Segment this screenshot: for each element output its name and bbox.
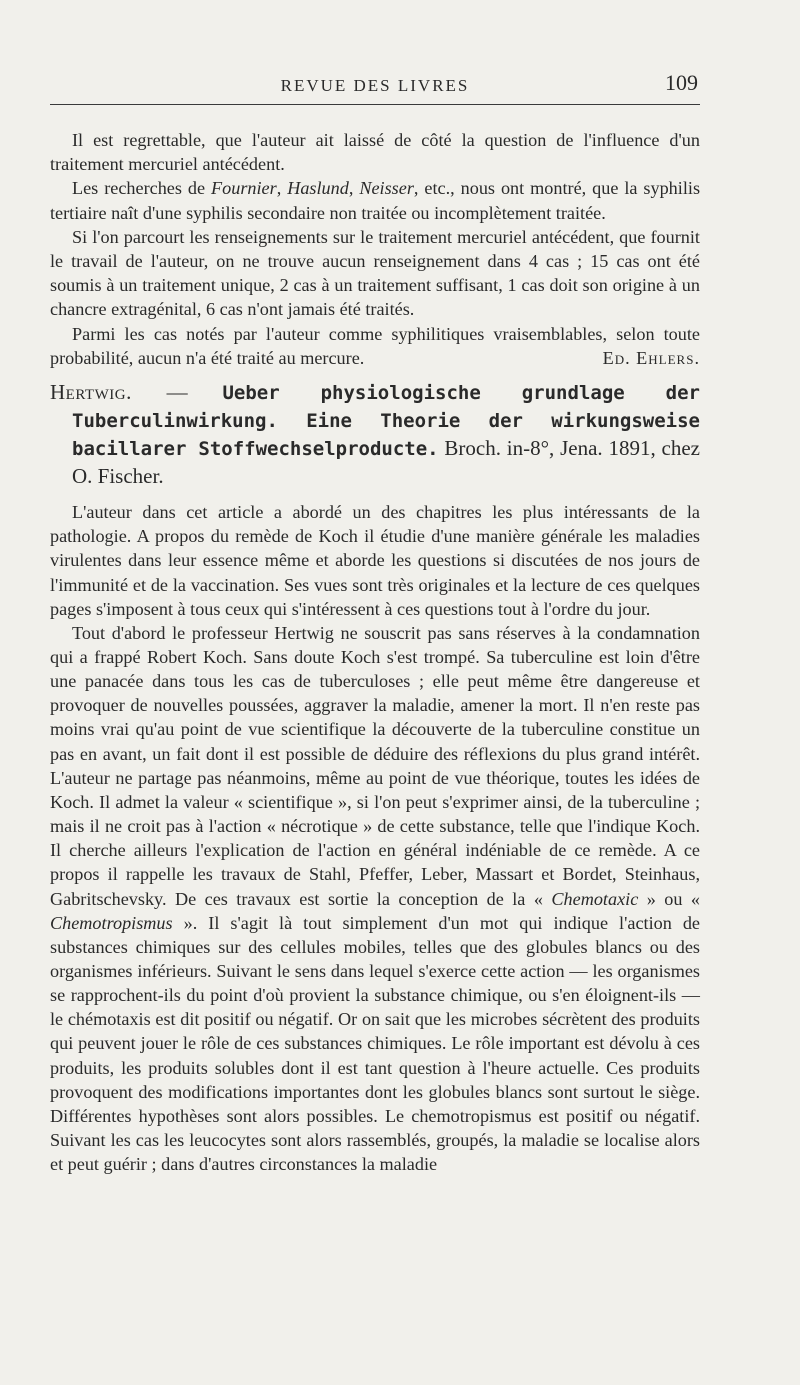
text-run: » ou « xyxy=(638,888,701,909)
review1-paragraph-1: Il est regrettable, que l'auteur ait laissé de côté la question de l'influence d'un traitement mercuriel antécédent. xyxy=(50,130,700,175)
page-header xyxy=(50,70,700,105)
author-name-fournier: Fournier xyxy=(211,178,277,199)
review1-paragraph-4 xyxy=(50,322,700,370)
review1-paragraph-2 xyxy=(50,176,700,224)
page-body xyxy=(50,128,700,1176)
term-chemotropismus: Chemotropismus xyxy=(50,912,173,933)
text-run: , etc., nous ont montré, que la syphilis tertiaire naît d'une syphilis secondaire non traitée ou incomplètement traitée. xyxy=(50,178,701,223)
review2-heading xyxy=(50,379,700,490)
text-run: Parmi les cas notés par l'auteur comme syphilitiques vraisemblables, selon toute probabilité, aucun n'a été traité au mercure. xyxy=(50,323,700,368)
text-run: Tout d'abord le professeur Hertwig ne souscrit pas sans réserves à la condamnation qui a frappé Robert Koch. Sans doute Koch s'est trompé. Sa tuberculine est loin d'être une panacée dans tous les cas de tuberculoses ; elle peut même être dangereuse et provoquer de nouvelles poussées, aggraver la maladie, amener la mort. Il n'en reste pas moins vrai qu'au point de vue scientifique la découverte de la tuberculine constitue un pas en avant, un fait dont il est possible de déduire des réflexions du plus grand intérêt. L'auteur ne partage pas néanmoins, même au point de vue théorique, toutes les idées de Koch. Il admet la valeur « scientifique », si l'on peut s'exprimer ainsi, de la tuberculine ; mais il ne croit pas à l'action « nécrotique » de cette substance, telle que l'indique Koch. Il cherche ailleurs l'explication de l'action en général indéniable de ce remède. A ce propos il rappelle les travaux de Stahl, Pfeffer, Leber, Massart et Bordet, Steinhaus, Gabritschevsky. De ces travaux est sortie la conception de la « xyxy=(50,622,700,909)
heading-dash: — xyxy=(131,380,223,405)
text-run: , xyxy=(276,178,288,199)
term-chemotaxic: Chemotaxic xyxy=(551,888,639,909)
review2-paragraph-2 xyxy=(50,621,700,1177)
author-name-neisser: Neisser xyxy=(359,178,414,199)
author-name-haslund: Haslund xyxy=(287,178,349,199)
review2-book-title: Ueber physiologische grundlage der Tuberculinwirkung. Eine Theorie der wirkungsweise bacillarer Stoffwechselproducte. xyxy=(72,382,700,461)
review2-author: Hertwig. xyxy=(50,380,132,405)
text-run: , xyxy=(348,178,360,199)
page-number: 109 xyxy=(665,70,698,95)
review1-paragraph-3: Si l'on parcourt les renseignements sur le traitement mercuriel antécédent, que fournit le travail de l'auteur, on ne trouve aucun renseignement dans 4 cas ; 15 cas ont été soumis à un traitement unique, 2 cas à un traitement suffisant, 1 cas doit son origine à un chancre extragénital, 6 cas n'ont jamais été traités. xyxy=(50,226,700,320)
text-run: ». Il s'agit là tout simplement d'un mot qui indique l'action de substances chimiques sur des cellules mobiles, telles que des globules blancs ou des organismes inférieurs. Suivant le sens dans lequel s'exerce cette action — les organismes se rapprochent-ils du point d'où provient la substance chimique, ou s'en éloignent-ils — le chémotaxis est dit positif ou négatif. Or on sait que les microbes sécrètent des produits qui peuvent jouer le rôle de ces substances chimiques. Le rôle important est dévolu à ces produits, les produits solubles dont il est tant question à l'heure actuelle. Ces produits provoquent des modifications importantes dont les globules blancs sont surtout le siège. Différentes hypothèses sont alors possibles. Le chemotropismus est positif ou négatif. Suivant les cas les leucocytes sont alors rassemblés, groupés, la maladie se localise alors et peut guérir ; dans d'autres circonstances la maladie xyxy=(50,912,700,1175)
running-title: REVUE DES LIVRES xyxy=(280,76,470,95)
review2-paragraph-1: L'auteur dans cet article a abordé un des chapitres les plus intéressants de la pathologie. A propos du remède de Koch il étudie d'une manière générale les maladies virulentes dans leur essence même et aborde les questions si discutées de nos jours de l'immunité et de la vaccination. Ses vues sont très originales et la lecture de ces quelques pages s'imposent à tous ceux qui s'intéressent à ces questions tout à l'ordre du jour. xyxy=(50,502,700,619)
review2-publication-details: Broch. in-8°, Jena. 1891, chez O. Fischer. xyxy=(72,436,700,489)
text-run: Les recherches de xyxy=(72,178,212,199)
review1-signature: Ed. Ehlers. xyxy=(602,347,700,368)
